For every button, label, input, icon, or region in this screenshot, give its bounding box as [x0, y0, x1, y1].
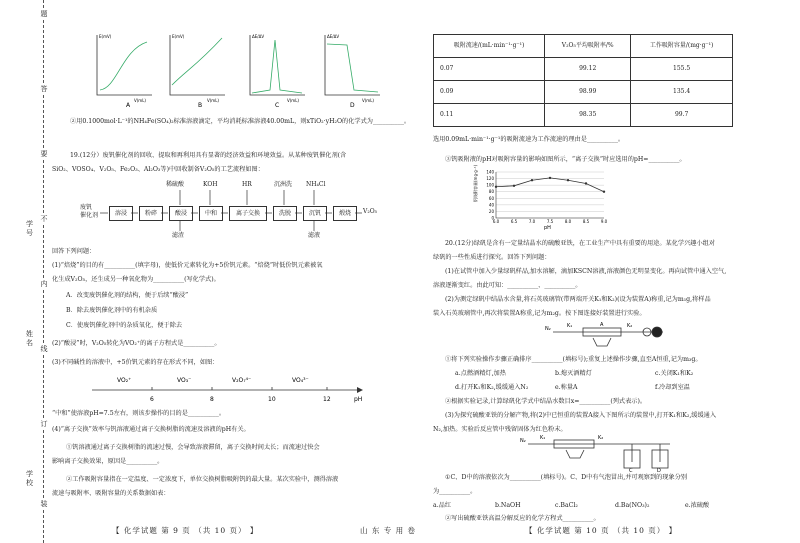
chart-point	[495, 186, 497, 188]
ph-tick: 12	[323, 396, 331, 403]
app2-label: K₁	[540, 435, 546, 441]
graph-b-ylabel: E(mV)	[172, 34, 185, 39]
ion-species: V₂O₇⁴⁻	[232, 377, 252, 384]
table-cell: 98.99	[545, 81, 631, 104]
question-3-text: (3)不同碱性的溶液中，+5价钒元素的存在形式不同，如图：	[52, 359, 219, 366]
flow-step: 洗脱	[273, 206, 297, 221]
operation-option: a.点燃酒精灯,加热	[455, 370, 506, 377]
chart-y-tick-label: 120	[486, 176, 494, 182]
question-20-stem: 20.(12分)绿矾是含有一定量结晶水的硫酸亚铁，在工业生产中具有重要的用途。某化学兴趣小组对	[445, 240, 716, 247]
table-row	[434, 81, 733, 104]
reagent-option: e.浓硫酸	[685, 502, 710, 509]
question-4-2-text: ②工作吸附容量指在一定温度、一定浓度下，单位交换树脂吸附钒的最大量。某次实验中，测得溶液	[66, 476, 339, 483]
binding-mark: 内	[40, 280, 48, 288]
chart-x-tick-label: 7.0	[528, 219, 536, 224]
question-4-text: (4)“离子交换”效率与钒溶液通过离子交换树脂的流速及溶液的pH有关。	[52, 426, 250, 433]
chart-y-tick-label: 80	[488, 189, 494, 195]
binding-mark: 装	[40, 500, 48, 508]
question-20-3-1: ①C、D中的溶液依次为__________(填标号)。C、D中有气泡冒出,并可观察到的现象分别	[445, 474, 688, 481]
binding-mark: 订	[40, 420, 48, 428]
question-20-2: (2)为测定绿矾中结晶水含量,将石英玻璃管(带两端开关K₁和K₂)(设为装置A)称重,记为m₁g,将样品	[445, 296, 711, 303]
flow-step: 粉碎	[139, 206, 163, 221]
flow-step: 中和	[199, 206, 223, 221]
binding-mark: 题	[40, 10, 48, 18]
chart-point	[531, 179, 533, 181]
table-header: 吸附流速/(mL·min⁻¹·g⁻¹)	[434, 35, 545, 58]
page-9	[52, 0, 417, 543]
graph-a-ylabel: E(mV)	[99, 34, 112, 39]
question-19-stem: 19.(12分）废钒催化剂的回收、提取和再利用具有显著的经济效益和环境效益。从某种废钒催化剂(含	[70, 152, 347, 159]
binding-cut-line	[43, 0, 44, 543]
chart-x-tick-label: 6.5	[510, 219, 518, 224]
flow-step: 沉钒	[303, 206, 327, 221]
app2-label: N₂	[520, 438, 526, 444]
graph-d-xlabel: V(mL)	[362, 98, 374, 103]
footer-center: 山 东 专 用 卷	[360, 526, 417, 535]
name-label: 姓名	[25, 330, 34, 348]
school-label: 学校	[25, 470, 34, 488]
chart-y-tick-label: 0	[491, 215, 494, 221]
question-1-text: (1)“焙烧”的目的有__________(填字母)，使低价元素转化为+5价钒元素。“焙烧”时低价钒元素被氧	[52, 262, 323, 269]
flow-residue: 滤渣	[172, 232, 185, 239]
question-4-1-text: ①钒溶液通过离子交换树脂的流速过慢，会导致溶液滞留，离子交换时间太长；而流速过快会	[66, 444, 320, 451]
table-cell: 0.07	[434, 58, 545, 81]
table-header: V₂O₅平均吸附率/%	[545, 35, 631, 58]
table-cell: 155.5	[631, 58, 733, 81]
question-19-stem: SiO₂、VOSO₄、V₂O₅、Fe₂O₃、Al₂O₃等)中回收制备V₂O₅的工艺流程如图：	[52, 166, 264, 173]
chart-y-tick-label: 100	[486, 182, 494, 188]
question-4-2-text: 流速与吸附率、吸附容量的关系数据如表：	[52, 490, 170, 497]
chart-y-axis-label: 钒吸附容量(mg·g⁻¹)	[473, 164, 478, 202]
question-1-text: 化生成V₂O₅，还生成另一种氧化物为__________(写化学式)。	[52, 276, 220, 283]
chart-y-tick-label: 140	[486, 169, 494, 175]
apparatus-1-diagram	[545, 318, 675, 350]
chart-x-tick-label: 8.5	[582, 219, 590, 224]
binding-mark: 线	[40, 345, 48, 353]
table-row	[434, 58, 733, 81]
flow-reagent: HR	[242, 181, 252, 188]
flow-step: 溶浸	[109, 206, 133, 221]
graph-c-xlabel: V(mL)	[287, 98, 299, 103]
binding-mark: 答	[40, 85, 48, 93]
chart-series-line	[496, 178, 604, 192]
ph-axis-label: pH	[354, 396, 363, 403]
chart-x-tick-label: 6.0	[492, 219, 500, 224]
chart-x-tick-label: 8.0	[564, 219, 572, 224]
question-20-3-2: ②写出硫酸亚铁高温分解反应的化学方程式__________。	[445, 515, 600, 522]
student-id-label: 学号	[25, 220, 34, 238]
graph-caption-d: D	[350, 102, 355, 109]
question-20-1: (1)在试管中加入少量绿矾样品,加水溶解，滴加KSCN溶液,溶液颜色无明显变化。再向试管中通入空气,	[445, 268, 727, 275]
operation-option: f.冷却到室温	[655, 384, 690, 391]
question-20-2-1: ①将下列实验操作步骤正确排序__________(填标号);重复上述操作步骤,直至A恒重,记为m₃g。	[445, 356, 702, 363]
ph-tick: 10	[268, 396, 276, 403]
table-row	[434, 104, 733, 127]
option-a: A．改变废钒催化剂的结构，便于后续“酸浸”	[66, 292, 189, 299]
ph-adsorption-chart	[473, 164, 610, 231]
question-20-3: N₂,加热。实验后反应管中残留固体为红色粉末。	[433, 426, 567, 433]
answer-intro: 回答下列问题：	[52, 248, 96, 255]
apparatus-2-diagram	[520, 432, 690, 472]
option-b: B．除去废钒催化剂中的有机杂质	[66, 307, 158, 314]
table-cell: 98.35	[545, 104, 631, 127]
footer-page-10: 【 化学试题 第 10 页 （共 10 页） 】	[525, 526, 678, 535]
select-flow-text: 选用0.09mL·min⁻¹·g⁻¹的吸附流速为工作流速的理由是__________。	[433, 136, 625, 143]
adsorption-table	[433, 34, 733, 127]
flow-input: 废钒 催化剂	[80, 204, 99, 219]
flow-reagent: NH₄Cl	[306, 181, 326, 188]
app1-label: K₂	[627, 323, 633, 329]
app1-label: A	[600, 322, 604, 328]
chart-point	[585, 182, 587, 184]
chart-y-tick-label: 20	[488, 208, 494, 214]
question-20-2: 装入石英玻璃管中,再次将装置A称重,记为m₂g。按下图连接好装置进行实验。	[433, 310, 646, 317]
neutralize-text: “中和”使溶液pH=7.5左右，则该步操作的目的是__________。	[52, 410, 226, 417]
chart-x-axis-label: pH	[544, 225, 551, 231]
question-2-text: (2)“酸浸”时，V₂O₅转化为VO₂⁺的离子方程式是__________。	[52, 340, 221, 347]
reagent-option: b.NaOH	[495, 502, 521, 509]
flow-reagent: 沉洲洗	[274, 181, 293, 188]
flow-reagent: KOH	[203, 181, 218, 188]
ion-species: VO₄³⁻	[292, 377, 309, 384]
table-cell: 99.7	[631, 104, 733, 127]
table-cell: 0.09	[434, 81, 545, 104]
ion-species: VO₃⁻	[177, 377, 192, 384]
reagent-option: c.BaCl₂	[555, 502, 578, 509]
footer-page-9: 【 化学试题 第 9 页 （共 10 页） 】	[112, 526, 259, 535]
ph-species-diagram	[82, 370, 372, 406]
graph-caption-a: A	[126, 102, 131, 109]
process-flow-diagram	[52, 178, 417, 242]
operation-option: e.称量A	[555, 384, 578, 391]
chart-point	[567, 179, 569, 181]
flow-step: 离子交换	[229, 206, 267, 221]
graph-d-ylabel: ΔE/ΔV	[327, 34, 340, 39]
chart-y-tick-label: 40	[488, 202, 494, 208]
operation-option: b.熄灭酒精灯	[555, 370, 592, 377]
graph-caption-b: B	[198, 102, 203, 109]
question-text: ②用0.1000mol·L⁻¹的NH₄Fe(SO₄)₂标准溶液滴定，平均消耗标准溶液40.00mL，则xTiO₂·yH₂O的化学式为__________。	[70, 118, 411, 125]
app1-label: N₂	[545, 326, 551, 332]
app2-label: K₂	[598, 435, 604, 441]
graph-c-ylabel: ΔE/ΔV	[252, 34, 265, 39]
table-header: 工作吸附容量/(mg·g⁻¹)	[631, 35, 733, 58]
question-20-stem: 绿矾的一些性质进行探究。回答下列问题：	[433, 254, 551, 261]
app1-label: K₁	[567, 323, 573, 329]
chart-point	[549, 177, 551, 179]
question-20-3: (3)为探究硫酸亚铁的分解产物,将(2)中已恒重的装置A接入下图所示的装置中,打开K₁和K₂,缓缓通入	[445, 412, 717, 419]
question-ph-text: ③钒吸附液的pH对吸附容量的影响如图所示，“离子交换”时应选用的pH=__________。	[445, 156, 686, 163]
flow-output: V₂O₅	[363, 208, 378, 215]
table-cell: 99.12	[545, 58, 631, 81]
graph-a-xlabel: V(mL)	[134, 98, 146, 103]
flow-reagent: 稀硫酸	[166, 181, 185, 188]
operation-option: c.关闭K₁和K₂	[655, 370, 694, 377]
binding-mark: 不	[40, 215, 48, 223]
ph-tick: 6	[150, 396, 154, 403]
table-header-row	[434, 35, 733, 58]
option-c: C．使废钒催化剂中的杂质氧化，便于除去	[66, 322, 183, 329]
chart-point	[513, 185, 515, 187]
ph-tick: 8	[210, 396, 214, 403]
binding-strip	[0, 0, 48, 543]
app2-label: D	[657, 468, 661, 474]
flow-step: 酸浸	[169, 206, 193, 221]
flow-residue: 滤液	[308, 232, 321, 239]
chart-y-tick-label: 60	[488, 195, 494, 201]
table-cell: 135.4	[631, 81, 733, 104]
chart-point	[603, 191, 605, 193]
chart-x-tick-label: 7.5	[546, 219, 554, 224]
table-cell: 0.11	[434, 104, 545, 127]
question-20-1: 溶液逐渐变红。由此可知：__________、__________。	[433, 282, 582, 289]
ion-species: VO₂⁺	[117, 377, 132, 384]
page-10	[425, 0, 795, 543]
reagent-option: d.Ba(NO₃)₂	[615, 502, 650, 509]
question-20-2-2: ②根据实验记录,计算绿矾化学式中结晶水数目x=__________(列式表示)。	[445, 398, 647, 405]
graph-caption-c: C	[275, 102, 280, 109]
flow-step: 煅烧	[333, 206, 357, 221]
question-20-3-1: 为__________。	[433, 488, 477, 495]
chart-x-tick-label: 9.0	[600, 219, 608, 224]
titration-graphs	[92, 30, 382, 110]
binding-mark: 要	[40, 150, 48, 158]
operation-option: d.打开K₁和K₂,缓缓通入N₂	[455, 384, 529, 391]
app2-label: C	[629, 468, 633, 474]
graph-b-xlabel: V(mL)	[207, 98, 219, 103]
reagent-option: a.品红	[433, 502, 452, 509]
flow-arrows	[52, 178, 417, 242]
question-4-1-text: 影响离子交换效果，原因是__________。	[52, 458, 164, 465]
